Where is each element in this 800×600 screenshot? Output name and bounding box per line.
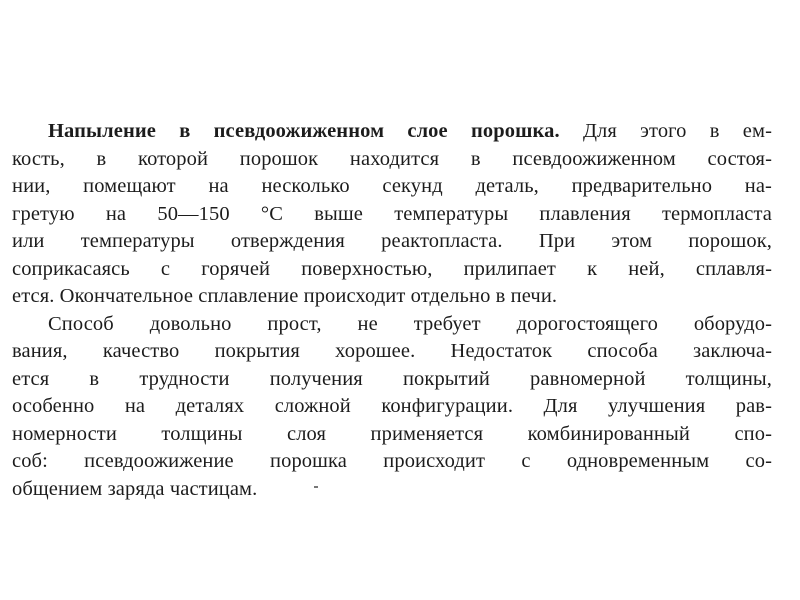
paragraph-1-line-7: ется. Окончательное сплавление происходит отдельно в печи.: [12, 285, 558, 307]
paragraph-1-line-6: соприкасаясь с горячей поверхностью, прилипает к ней, сплавля-: [12, 257, 772, 280]
paragraph-1-line-1: [12, 118, 772, 146]
paragraph-2-line-5: номерности толщины слоя применяется комбинированный спо-: [12, 422, 772, 445]
paragraph-2-line-3: ется в трудности получения покрытий равномерной толщины,: [12, 367, 772, 390]
paragraph-2-line-6: соб: псевдоожижение порошка происходит с одновременным со-: [12, 450, 772, 472]
paragraph-1-line-2: кость, в которой порошок находится в псевдоожиженном состоя-: [12, 147, 772, 170]
paragraph-1-line-4: гретую на 50—150 °С выше температуры плавления термопласта: [12, 202, 772, 225]
paragraph-1-line-1-rest: Для этого в ем-: [559, 120, 772, 142]
paragraph-2-line-7: общением заряда частицам.: [12, 477, 258, 500]
body-text: [12, 118, 772, 503]
scan-speck: [314, 486, 318, 488]
paragraph-heading: Напыление в псевдоожиженном слое порошка.: [48, 120, 560, 142]
paragraph-1-line-3: нии, помещают на несколько секунд деталь, предварительно на-: [12, 175, 772, 197]
paragraph-2-line-4: особенно на деталях сложной конфигурации. Для улучшения рав-: [12, 395, 772, 417]
paragraph-1-line-5: или температуры отверждения реактопласта. При этом порошок,: [12, 230, 772, 252]
paragraph-2-line-2: вания, качество покрытия хорошее. Недостаток способа заключа-: [12, 340, 772, 362]
paragraph-2-line-1: Способ довольно прост, не требует дорогостоящего оборудо-: [48, 312, 772, 335]
